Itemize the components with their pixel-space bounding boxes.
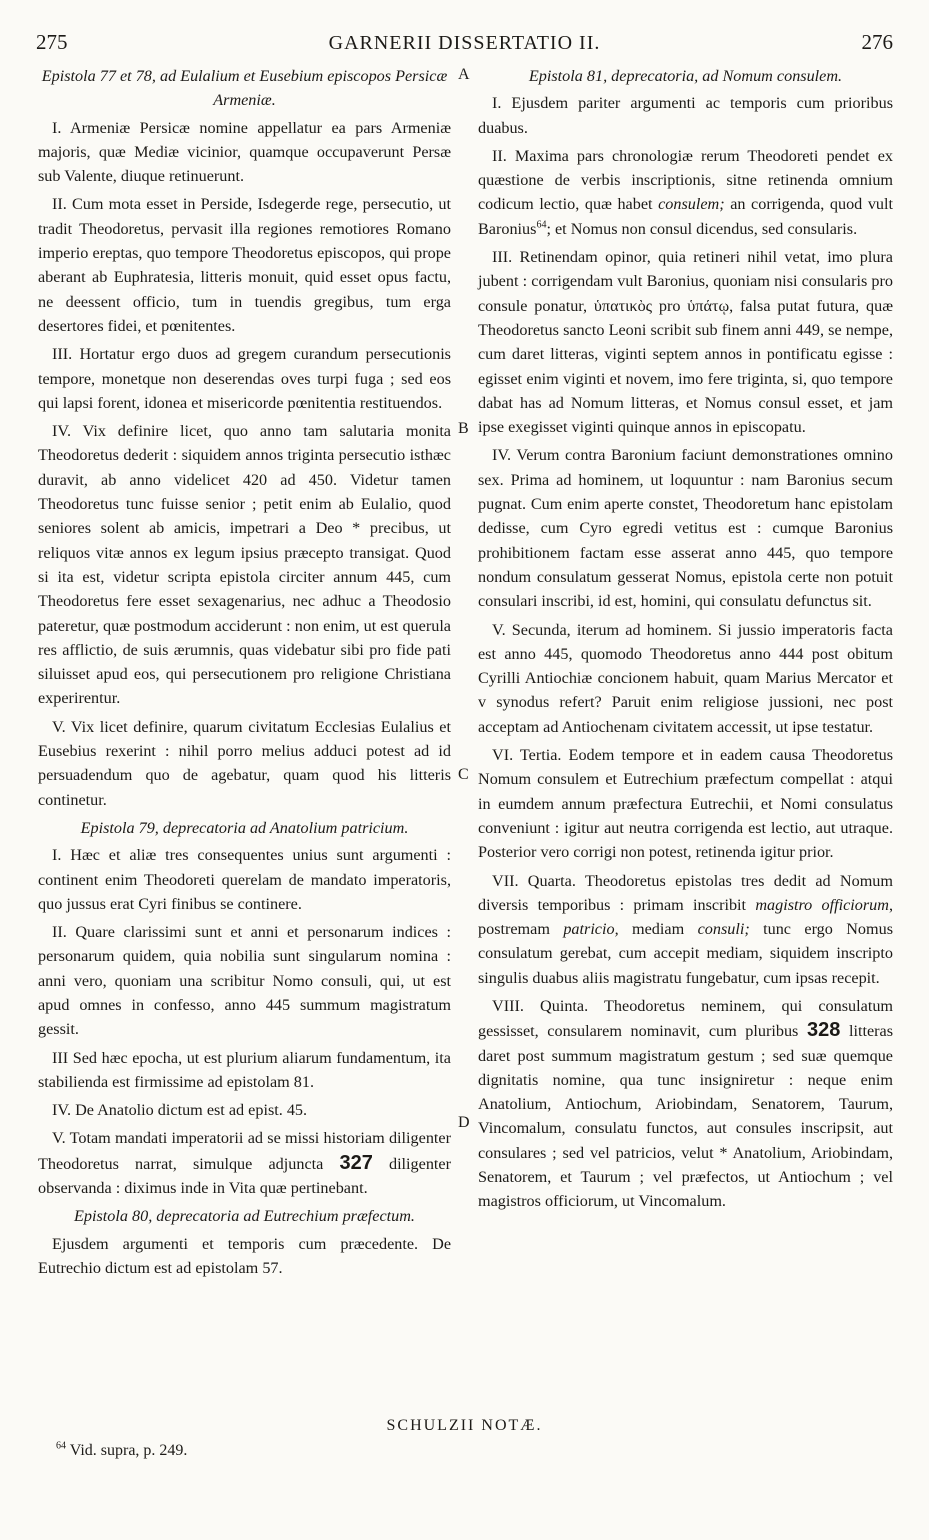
epistola-77-title: Epistola 77 et 78, ad Eulalium et Eusebium episcopos Persicæ Armeniæ. (41, 67, 448, 110)
footnote-text: Vid. supra, p. 249. (69, 1442, 188, 1459)
right-page-number: 276 (861, 30, 893, 54)
left-column (38, 64, 451, 1280)
epistola-81-para-2-italic: consulem; (658, 195, 725, 214)
epistola-77-para-2: II. Cum mota esset in Perside, Isdegerde rege, persecutio, ut tradit Theodoretus, pervasit illa regiones remotiores Romano imperio ereptas, quo tempore Theodoretus episcopos, qui prope aberant ab Euphratesia, litteris monuit, quid esset opus factu, ne deessent officio, tum in tuendis gregibus, tum erga desertores fidei, et pœnitentes. (38, 195, 451, 335)
epistola-80-title: Epistola 80, deprecatoria ad Eutrechium præfectum. (74, 1207, 415, 1226)
epistola-79-para-4: IV. De Anatolio dictum est ad epist. 45. (52, 1101, 308, 1120)
epistola-81-para-4: IV. Verum contra Baronium faciunt demonstrationes omnino sex. Prima ad hominem, ut loquuntur : nam Baronius secum pugnat. Cum enim aperte constet, Theodoretum hanc epistolam dedisse, cum Cyro egredi vetitus est : cumque Baronius prohibitionem factam esse asserat anno 445, quo tempore nondum consulatum gesserat Nomus, epistola certe non potuit consulari inscribi, id est, homini, qui consulatu defunctus sit. (478, 446, 893, 611)
epistola-79-para-5-text-a: V. Totam mandati imperatorii ad se missi historiam diligenter Theodoretus narrat, simulque adjuncta (38, 1129, 451, 1173)
epistola-81-para-8-text-a: VIII. Quinta. Theodoretus neminem, qui consulatum gessisset, consularem nominavit, cum pluribus (478, 996, 893, 1041)
epistola-79-title: Epistola 79, deprecatoria ad Anatolium patricium. (80, 818, 409, 837)
footnote-mark: 64 (56, 1440, 66, 1452)
running-title: GARNERII DISSERTATIO II. (328, 32, 601, 54)
epistola-80-para-1: Ejusdem argumenti et temporis cum præcedente. De Eutrechio dictum est ad epistolam 57. (38, 1234, 451, 1277)
epistola-81-para-7-italic-3: consuli; (697, 920, 750, 939)
epistola-79-para-5-text-b: diligenter observanda : diximus inde in Vita quæ pertinebant. (38, 1154, 451, 1198)
epistola-81-para-2-text-b: an corrigenda, quod vult Baronius (478, 195, 894, 238)
footnote (56, 1442, 187, 1460)
epistola-79-para-2: II. Quare clarissimi sunt et anni et personarum indices : personarum quidem, quia nobilia sunt singularum nomina : anni vero, quoniam una scribitur Nomo consuli, qui, ut est apud omnes in confesso, anno 445 summum magistratum gessit. (38, 923, 451, 1039)
marginal-page-marker-328: 328 (806, 1019, 841, 1042)
epistola-77-para-1: I. Armeniæ Persicæ nomine appellatur ea pars Armeniæ majoris, quæ Mediæ vicinior, quamque occupaverunt Persæ sub Valente, diuque retinuerunt. (38, 118, 451, 186)
epistola-79-para-1: I. Hæc et aliæ tres consequentes unius sunt argumenti : continent enim Theodoreti querelam de mandato imperatoris, quo jussus erat Cyri finibus se continere. (38, 846, 451, 913)
epistola-81-para-7-text-d: tunc ergo Nomus consulatum gerebat, cum accepit mediam, siquidem inscripto singulis duabus aliis magistratu fungebatur, cum ipsas recepit. (478, 920, 894, 987)
epistola-81-para-7-text-c: mediam (632, 920, 685, 939)
epistola-77-para-4: IV. Vix definire licet, quo anno tam salutaria monita Theodoretus dederit : siquidem annos triginta persecutio isthæc duravit, ab anno videlicet 420 ad 450. Videtur tamen Theodoretus tunc fuisse senior ; petit enim ab Eulalio, quod seniores solent ab amicis, impetrari a Deo * precibus, ut reliquos vitæ annos ex legum ipsius præcepto transigat. Quod si ita est, videtur scripta epistola circiter annum 445, cum Theodoretus fere esset sexagenarius, nec adhuc a Theodosio pateretur, quæ postmodum acciderunt : non enim, ut est querula res afflictio, de suis ærumnis, quas videbatur sibi pro fide pati siluisset apud eos, qui persecutionem pro religione Christiana experirentur. (38, 422, 451, 708)
footnote-reference: 64 (536, 219, 547, 231)
epistola-77-para-3: III. Hortatur ergo duos ad gregem curandum persecutionis tempore, monetque non deserendas oves turpi fuga ; sed eos qui lapsi forent, idonea et misericorde pœnitentia restituendos. (38, 345, 451, 412)
epistola-81-para-7-text-b: , postremam (478, 895, 894, 939)
epistola-81-para-7 (478, 869, 893, 990)
epistola-79-para-3: III Sed hæc epocha, ut est plurium aliarum fundamentum, ita stabilienda est firmissime ad epistolam 81. (38, 1048, 451, 1091)
epistola-81-para-2-text-c: ; et Nomus non consul dicendus, sed consularis. (546, 219, 858, 238)
epistola-81-para-1: I. Ejusdem pariter argumenti ac temporis cum prioribus duabus. (478, 94, 893, 137)
epistola-79-para-5 (38, 1126, 451, 1200)
epistola-81-para-7-italic-2: patricio, (563, 920, 619, 939)
margin-letter-d: D (458, 1114, 470, 1131)
epistola-81-para-8 (478, 994, 893, 1214)
epistola-77-para-5: V. Vix licet definire, quarum civitatum Ecclesias Eulalius et Eusebius rexerint : nihil porro melius adduci potest ad id persuadendum quo de agebatur, quam quod his litteris continetur. (38, 717, 451, 809)
epistola-81-title: Epistola 81, deprecatoria, ad Nomum consulem. (528, 67, 843, 85)
margin-letter-c: C (458, 766, 469, 783)
epistola-81-para-2-text-a: II. Maxima pars chronologiæ rerum Theodoreti pendet ex quæstione de verbis inscriptionis, sitne retinenda omnium codicum lectio, quæ habet (478, 146, 893, 214)
epistola-81-para-7-italic-1: magistro officiorum (755, 895, 889, 914)
margin-letter-b: B (458, 420, 469, 437)
epistola-81-para-6: VI. Tertia. Eodem tempore et in eadem causa Theodoretus Nomum consulem et Eutrechium præfectum compellat : atqui in eumdem annum præfectura Eutrechii, et Nomi consulatus conveniunt : igitur aut neutra corrigenda est lectio, aut utraque. Posterior vero corrigi non potest, retinenda igitur prior. (478, 746, 893, 862)
page-header (36, 30, 893, 60)
epistola-81-para-8-text-b: litteras daret post summum magistratum gestum ; sed suæ quemque dignitatis nomine, qua tunc insigniretur : neque enim Anatolium, Antiochum, Ariobindam, Senatorem, Taurum, Vincomalum, consulatu functos, aut consules inscripsit, aut consulares ; sed vel patricios, velut * Anatolium, Ariobindam, Senatorem, et Taurum ; vel præfectos, ut Antiochum ; vel magistros officiorum, ut Vincomalum. (478, 1022, 894, 1211)
marginal-page-marker-327: 327 (339, 1151, 373, 1174)
epistola-81-para-3: III. Retinendam opinor, quia retineri nihil vetat, imo plura jubent : corrigendam vult Baronius, quoniam nisi consularis pro consule ponatur, ὑπατικὸς pro ὑπάτῳ, falsa putat futura, quæ Theodoretus sancto Leoni scribit sub finem anni 449, se nempe, cum daret litteras, viginti septem annos in pontificatu egisse : egisset enim viginti et novem, imo fere triginta, si, quo tempore dabat has ad Nomum litteras, et Nomus consul esset, et jam ipse exegisset viginti quinque annos in episcopatu. (478, 248, 893, 437)
left-page-number: 275 (36, 30, 68, 54)
epistola-81-para-5: V. Secunda, iterum ad hominem. Si jussio imperatoris facta est anno 445, quomodo Theodoretus anno 444 post obitum Cyrilli Antiochiæ concionem habuit, quam Marius Mercator et v synodus refert? Paruit enim religiose jussioni, nec post acceptam ad Antiochenam civitatem accessit, ut ipse testatur. (478, 620, 893, 736)
epistola-81-para-2 (478, 144, 893, 241)
epistola-81-para-7-text-a: VII. Quarta. Theodoretus epistolas tres dedit ad Nomum diversis temporibus : primam inscribit (478, 871, 893, 914)
margin-letter-a: A (458, 66, 470, 83)
right-column (478, 64, 893, 1214)
notes-heading: SCHULZII NOTÆ. (386, 1417, 543, 1434)
